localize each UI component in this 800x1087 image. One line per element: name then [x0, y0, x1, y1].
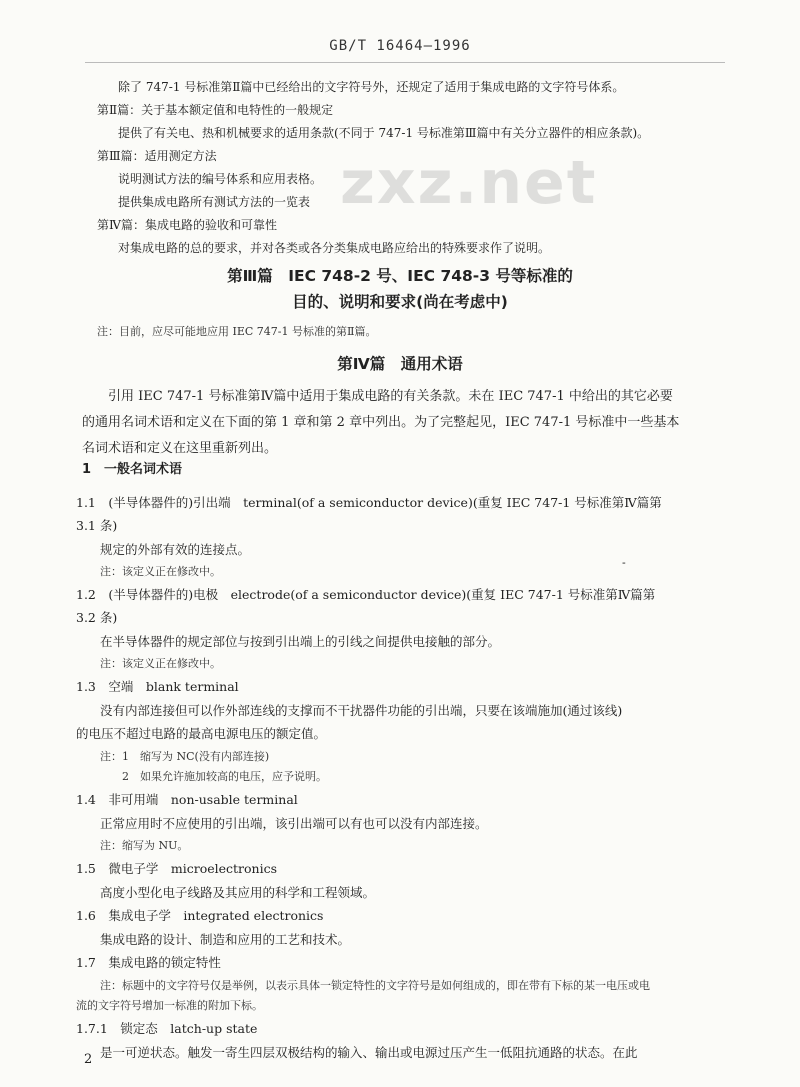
term-1-1-heading: 1.1 (半导体器件的)引出端 terminal(of a semiconductor device)(重复 IEC 747-1 号标准第Ⅳ篇第 — [76, 495, 662, 510]
term-1-2-heading: 1.2 (半导体器件的)电极 electrode(of a semiconductor device)(重复 IEC 747-1 号标准第Ⅳ篇第 — [76, 587, 656, 602]
part4-intro — [82, 384, 722, 462]
page-number: 2 — [84, 1052, 93, 1067]
part3-note: 注：目前，应尽可能地应用 IEC 747-1 号标准的第Ⅱ篇。 — [97, 325, 377, 338]
term-1-2-definition: 在半导体器件的规定部位与按到引出端上的引线之间提供电接触的部分。 — [100, 634, 501, 649]
term-1-5-heading: 1.5 微电子学 microelectronics — [76, 861, 278, 876]
term-1-7-heading: 1.7 集成电路的锁定特性 — [76, 955, 221, 970]
part4-intro-line: 的通用名词术语和定义在下面的第 1 章和第 2 章中列出。为了完整起见，IEC 747-1 号标准中一些基本 — [82, 415, 680, 430]
header-rule — [85, 62, 725, 63]
term-1-3-definition: 没有内部连接但可以作外部连线的支撑而不干扰器件功能的引出端，只要在该端施加(通过该线) — [100, 703, 623, 718]
term-1-1-definition: 规定的外部有效的连接点。 — [100, 542, 251, 557]
part1-heading-part2: 第Ⅱ篇：关于基本额定值和电特性的一般规定 — [97, 103, 334, 117]
term-1-1-heading-cont: 3.1 条) — [76, 518, 118, 533]
term-1-1-note: 注：该定义正在修改中。 — [100, 565, 221, 578]
term-1-7-1-heading: 1.7.1 锁定态 latch-up state — [76, 1021, 258, 1036]
part1-line: 对集成电路的总的要求，并对各类或各分类集成电路应给出的特殊要求作了说明。 — [118, 241, 551, 255]
stray-mark: - — [622, 556, 626, 569]
term-1-6-definition: 集成电路的设计、制造和应用的工艺和技术。 — [100, 932, 351, 947]
part1-line: 说明测试方法的编号体系和应用表格。 — [118, 172, 323, 186]
section1-heading: 1 一般名词术语 — [82, 462, 183, 477]
term-1-3-definition-cont: 的电压不超过电路的最高电源电压的额定值。 — [76, 726, 327, 741]
part1-heading-part4: 第Ⅳ篇：集成电路的验收和可靠性 — [97, 218, 277, 232]
term-1-4-note: 注：缩写为 NU。 — [100, 839, 189, 852]
term-1-4-heading: 1.4 非可用端 non-usable terminal — [76, 792, 298, 807]
part1-heading-part3: 第Ⅲ篇：适用测定方法 — [97, 149, 217, 163]
part4-intro-line: 引用 IEC 747-1 号标准第Ⅳ篇中适用于集成电路的有关条款。未在 IEC 747-1 中给出的其它必要 — [108, 389, 673, 404]
part1-line: 除了 747-1 号标准第Ⅱ篇中已经给出的文字符号外，还规定了适用于集成电路的文字符号体系。 — [118, 80, 625, 94]
term-1-2-note: 注：该定义正在修改中。 — [100, 657, 221, 670]
term-1-5-definition: 高度小型化电子线路及其应用的科学和工程领域。 — [100, 885, 376, 900]
term-1-6-heading: 1.6 集成电子学 integrated electronics — [76, 908, 324, 923]
term-1-4-definition: 正常应用时不应使用的引出端，该引出端可以有也可以没有内部连接。 — [100, 816, 488, 831]
term-1-7-note: 注：标题中的文字符号仅是举例，以表示具体一锁定特性的文字符号是如何组成的，即在带有下标的某一电压或电 — [100, 979, 650, 992]
part1-line: 提供了有关电、热和机械要求的适用条款(不同于 747-1 号标准第Ⅲ篇中有关分立器件的相应条款)。 — [118, 126, 650, 140]
standard-code-header: GB/T 16464—1996 — [329, 38, 471, 54]
term-1-3-note: 2 如果允许施加较高的电压，应予说明。 — [122, 770, 327, 783]
watermark: zxz.net — [340, 148, 598, 218]
part1-line: 提供集成电路所有测试方法的一览表 — [118, 195, 311, 209]
part4-title: 第Ⅳ篇 通用术语 — [337, 355, 463, 373]
term-1-3-heading: 1.3 空端 blank terminal — [76, 679, 239, 694]
term-1-2-heading-cont: 3.2 条) — [76, 610, 118, 625]
part3-title-line1: 第Ⅲ篇 IEC 748-2 号、IEC 748-3 号等标准的 — [227, 267, 573, 285]
part3-title-line2: 目的、说明和要求(尚在考虑中) — [292, 293, 508, 311]
part4-intro-line: 名词术语和定义在这里重新列出。 — [82, 441, 278, 456]
term-1-7-1-definition: 是一可逆状态。触发一寄生四层双极结构的输入、输出或电源过压产生一低阻抗通路的状态。在此 — [100, 1045, 638, 1060]
term-1-3-note: 注：1 缩写为 NC(没有内部连接) — [100, 750, 270, 763]
term-1-7-note-cont: 流的文字符号增加一标准的附加下标。 — [76, 999, 263, 1012]
